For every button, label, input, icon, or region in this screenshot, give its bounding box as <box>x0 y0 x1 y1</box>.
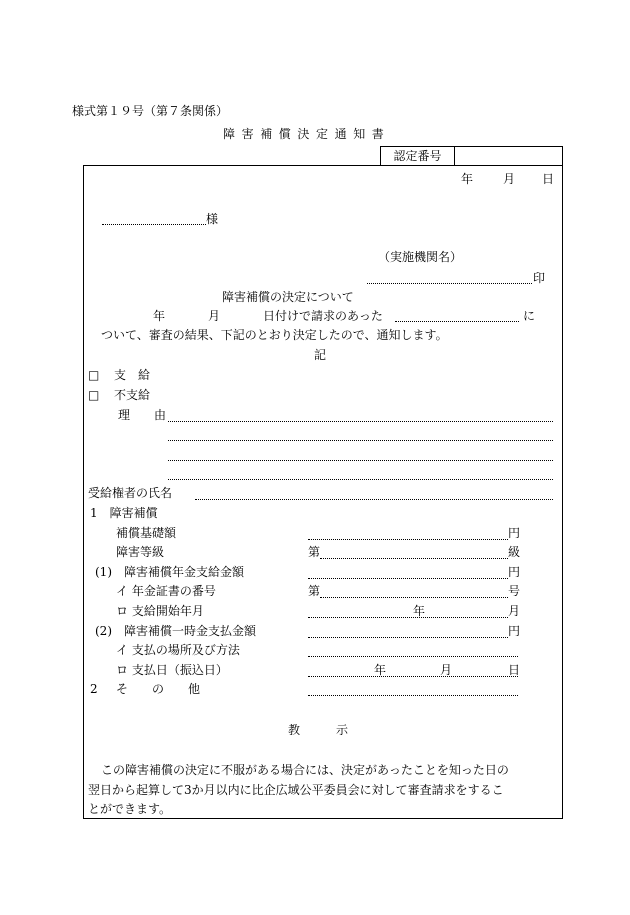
document-title: 障害補償決定通知書 <box>223 127 391 141</box>
certification-number-label: 認定番号 <box>381 147 455 166</box>
ki-heading: 記 <box>314 348 327 362</box>
base-amount-label: 補償基礎額 <box>116 526 177 540</box>
lump-sum-heading: (2) 障害補償一時金支払金額 <box>95 624 256 638</box>
request-line2: ついて、審査の結果、下記のとおり決定したので、通知します。 <box>101 328 448 342</box>
section2-label: そ の 他 <box>116 682 201 696</box>
annuity-heading: (1) 障害補償年金支給金額 <box>95 565 244 579</box>
agency-name-field[interactable] <box>367 283 532 284</box>
reason-label: 理 由 <box>118 408 167 422</box>
grade-dai: 第 <box>308 545 321 559</box>
start-month: 月 <box>508 604 521 618</box>
subject: 障害補償の決定について <box>222 290 354 304</box>
non-pay-checkbox[interactable]: □ <box>88 388 100 402</box>
start-date-field[interactable] <box>308 617 508 618</box>
payment-date-label: ロ 支払日（振込日） <box>116 663 228 677</box>
instruction-line-2: 翌日から起算して3か月以内に比企広域公平委員会に対して審査請求をするこ <box>88 783 504 797</box>
date-year: 年 <box>461 172 474 186</box>
certification-number-field[interactable] <box>455 147 563 166</box>
section1-heading: 1 障害補償 <box>90 506 158 520</box>
reason-line-4[interactable] <box>168 479 553 480</box>
cert-number-field[interactable] <box>320 597 508 598</box>
base-amount-field[interactable] <box>308 539 508 540</box>
reason-line-2[interactable] <box>168 440 553 441</box>
section2-number: 2 <box>90 682 98 696</box>
grade-unit: 級 <box>508 545 521 559</box>
lump-sum-yen: 円 <box>508 624 521 638</box>
annuity-yen: 円 <box>508 565 521 579</box>
base-amount-yen: 円 <box>508 526 521 540</box>
request-day-text: 日付けで請求のあった <box>263 309 383 323</box>
other-field[interactable] <box>308 695 518 696</box>
date-month: 月 <box>503 172 516 186</box>
payment-year: 年 <box>374 663 387 677</box>
payment-month: 月 <box>440 663 453 677</box>
grade-field[interactable] <box>320 558 508 559</box>
cert-number-dai: 第 <box>308 584 321 598</box>
start-date-label: ロ 支給開始年月 <box>116 604 204 618</box>
recipient-name-label: 受給権者の氏名 <box>88 486 173 500</box>
certification-number-box <box>380 146 563 166</box>
cert-number-unit: 号 <box>508 584 521 598</box>
addressee-name-field[interactable] <box>102 224 206 225</box>
payment-day: 日 <box>508 663 521 677</box>
reason-line-1[interactable] <box>168 421 553 422</box>
pay-checkbox[interactable]: □ <box>88 368 100 382</box>
recipient-name-field[interactable] <box>195 499 553 500</box>
instruction-heading: 教 示 <box>288 723 349 737</box>
non-pay-label: 不支給 <box>114 388 151 402</box>
request-month: 月 <box>208 309 221 323</box>
request-year: 年 <box>153 309 166 323</box>
notice-frame <box>83 165 563 819</box>
instruction-line-1: この障害補償の決定に不服がある場合には、決定があったことを知った日の <box>101 763 509 777</box>
payment-method-field[interactable] <box>308 656 518 657</box>
request-particle: に <box>523 309 536 323</box>
cert-number-label: イ 年金証書の番号 <box>116 584 216 598</box>
form-number: 様式第１９号（第７条関係） <box>72 104 229 118</box>
start-year: 年 <box>413 604 426 618</box>
lump-sum-amount-field[interactable] <box>308 637 508 638</box>
date-day: 日 <box>542 172 555 186</box>
pay-label: 支 給 <box>114 368 151 382</box>
reason-line-3[interactable] <box>168 460 553 461</box>
agency-name-label: （実施機関名） <box>378 250 463 264</box>
payment-method-label: イ 支払の場所及び方法 <box>116 643 240 657</box>
instruction-line-3: とができます。 <box>88 802 172 816</box>
request-content-field[interactable] <box>395 321 519 322</box>
addressee-suffix: 様 <box>206 212 219 226</box>
seal-mark: 印 <box>533 271 546 285</box>
grade-label: 障害等級 <box>116 545 165 559</box>
payment-date-field[interactable] <box>308 676 518 677</box>
annuity-amount-field[interactable] <box>308 578 508 579</box>
